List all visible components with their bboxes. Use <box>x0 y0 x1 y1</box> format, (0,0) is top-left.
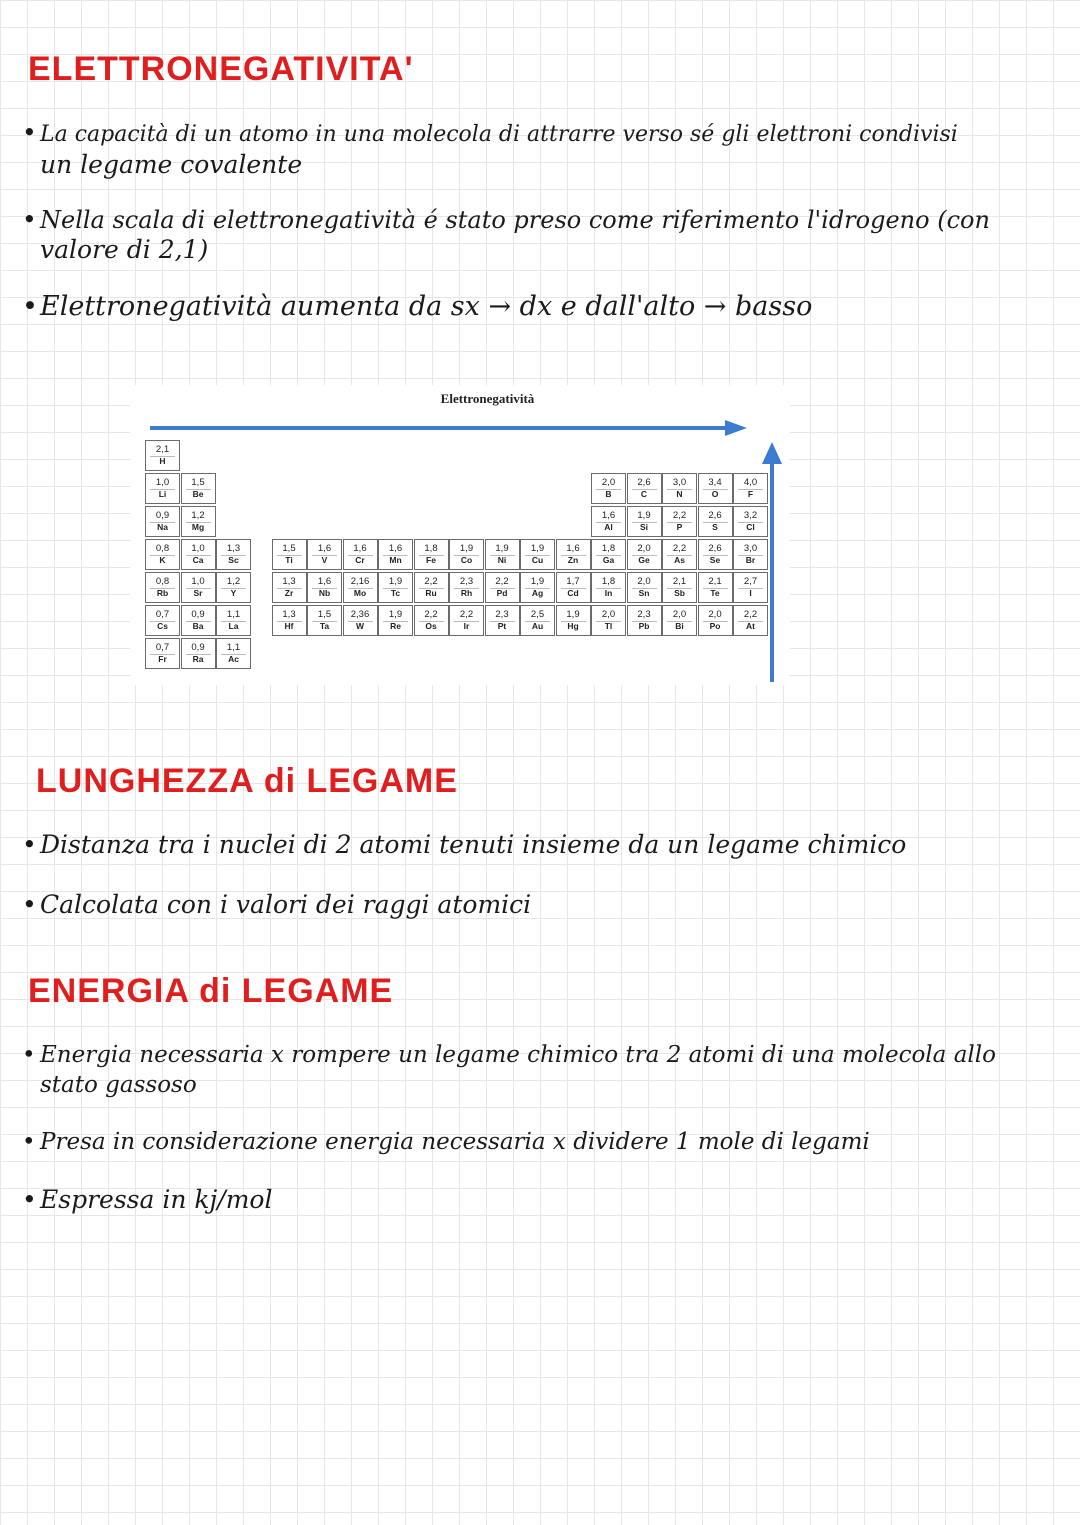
element-symbol: Cd <box>567 588 579 598</box>
element-symbol: Mn <box>389 555 402 565</box>
element-value: 1,0 <box>191 576 205 587</box>
bullet-energia-2: • Presa in considerazione energia necessaria x dividere 1 mole di legami <box>22 1129 870 1155</box>
element-cell-pb <box>627 605 662 636</box>
element-cell-na <box>145 506 180 537</box>
bullet-electro-2-line2: valore di 2,1) <box>40 235 209 264</box>
element-value: 4,0 <box>743 477 758 488</box>
element-cell-cl <box>733 506 768 537</box>
element-value: 2,6 <box>708 543 722 554</box>
element-cell-rh <box>449 572 484 603</box>
element-value: 2,1 <box>708 576 722 587</box>
element-symbol: V <box>321 555 328 565</box>
element-cell-ir <box>449 605 484 636</box>
bullet-energia-3-line1: Espressa in kj/mol <box>40 1185 273 1214</box>
element-symbol: Ga <box>602 555 615 565</box>
element-cell-au <box>520 605 555 636</box>
element-cell-sc <box>216 539 251 570</box>
element-value: 1,6 <box>601 510 616 521</box>
element-value: 1,6 <box>353 543 367 554</box>
element-value: 2,0 <box>601 609 616 620</box>
element-symbol: B <box>605 489 612 499</box>
element-symbol: Ag <box>531 588 544 598</box>
bullet-energia-1-line2: stato gassoso <box>40 1072 197 1098</box>
title-energia-legame: ENERGIA di LEGAME <box>28 972 394 1010</box>
element-value: 1,6 <box>317 543 332 554</box>
element-symbol: As <box>674 555 685 565</box>
element-cell-mn <box>378 539 413 570</box>
element-symbol: Ac <box>228 654 239 664</box>
bullet-electro-3-line1: Elettronegatività aumenta da sx → dx e dall'alto → basso <box>40 291 813 322</box>
element-symbol: F <box>747 489 754 499</box>
element-value: 2,2 <box>672 510 687 521</box>
element-value: 2,2 <box>495 576 509 587</box>
element-cell-br <box>733 539 768 570</box>
title-lunghezza-legame: LUNGHEZZA di LEGAME <box>36 762 458 800</box>
element-symbol: Ge <box>638 555 650 565</box>
element-value: 2,0 <box>637 576 651 587</box>
element-value: 3,0 <box>672 477 687 488</box>
element-value: 1,1 <box>226 642 241 653</box>
element-value: 0,9 <box>191 642 205 653</box>
bullet-electro-3: •Elettronegatività aumenta da sx → dx e dall'alto → basso <box>22 291 813 322</box>
element-cell-rb <box>145 572 180 603</box>
element-value: 1,9 <box>566 609 580 620</box>
element-symbol: Y <box>230 588 237 598</box>
element-symbol: Bi <box>675 621 684 631</box>
element-symbol: Mo <box>353 588 367 598</box>
element-value: 2,2 <box>743 609 758 620</box>
element-value: 0,9 <box>191 609 205 620</box>
figure-title: Elettronegatività <box>440 391 535 406</box>
element-value: 1,6 <box>317 576 332 587</box>
element-symbol: Si <box>639 522 649 532</box>
element-value: 1,7 <box>566 576 580 587</box>
element-cell-pd <box>485 572 520 603</box>
element-symbol: Ca <box>192 555 204 565</box>
element-symbol: Pb <box>638 621 650 631</box>
element-cell-o <box>698 473 733 504</box>
element-value: 0,8 <box>155 543 170 554</box>
element-value: 3,2 <box>743 510 758 521</box>
element-value: 1,9 <box>495 543 509 554</box>
element-value: 2,0 <box>601 477 616 488</box>
element-value: 1,9 <box>530 576 545 587</box>
element-value: 2,3 <box>637 609 651 620</box>
element-symbol: Nb <box>318 588 331 598</box>
element-symbol: Re <box>390 621 401 631</box>
element-cell-zr <box>272 572 307 603</box>
element-value: 1,5 <box>317 609 332 620</box>
bullet-energia-2-line1: Presa in considerazione energia necessaria x dividere 1 mole di legami <box>40 1129 870 1155</box>
bullet-energia-3: • Espressa in kj/mol <box>22 1185 273 1214</box>
element-symbol: Be <box>192 489 204 499</box>
element-symbol: Rb <box>156 588 169 598</box>
element-value: 2,2 <box>424 576 438 587</box>
element-cell-mg <box>181 506 216 537</box>
element-cell-cu <box>520 539 555 570</box>
element-value: 2,1 <box>672 576 687 587</box>
element-cell-bi <box>662 605 697 636</box>
element-cell-ga <box>591 539 626 570</box>
element-cell-al <box>591 506 626 537</box>
element-symbol: At <box>746 621 755 631</box>
element-cell-v <box>307 539 342 570</box>
element-cell-y <box>216 572 251 603</box>
element-value: 1,9 <box>459 543 474 554</box>
element-cell-i <box>733 572 768 603</box>
element-symbol: Te <box>710 588 720 598</box>
element-value: 2,6 <box>637 477 651 488</box>
element-symbol: H <box>159 456 166 466</box>
element-value: 1,2 <box>191 510 205 521</box>
element-symbol: Li <box>158 489 167 499</box>
element-cell-po <box>698 605 733 636</box>
element-value: 2,2 <box>672 543 687 554</box>
element-symbol: Ni <box>497 555 507 565</box>
horizontal-arrow-icon <box>150 418 750 438</box>
element-value: 1,8 <box>601 576 616 587</box>
element-value: 2,36 <box>350 609 370 620</box>
element-cell-p <box>662 506 697 537</box>
element-value: 2,2 <box>424 609 438 620</box>
element-symbol: Sb <box>674 588 685 598</box>
element-cell-ra <box>181 638 216 669</box>
element-cell-s <box>698 506 733 537</box>
element-cell-be <box>181 473 216 504</box>
element-cell-tc <box>378 572 413 603</box>
element-symbol: Cr <box>355 555 365 565</box>
title-elettronegativita: ELETTRONEGATIVITA' <box>28 50 414 88</box>
element-cell-hg <box>556 605 591 636</box>
element-symbol: Br <box>745 555 756 565</box>
element-value: 0,9 <box>155 510 170 521</box>
element-value: 2,5 <box>530 609 545 620</box>
element-cell-ge <box>627 539 662 570</box>
element-symbol: Na <box>157 522 168 532</box>
element-value: 1,6 <box>566 543 580 554</box>
element-symbol: C <box>640 489 648 499</box>
element-value: 2,0 <box>672 609 687 620</box>
element-symbol: La <box>228 621 239 631</box>
element-cell-se <box>698 539 733 570</box>
element-cell-cr <box>343 539 378 570</box>
element-cell-co <box>449 539 484 570</box>
element-cell-h <box>145 440 180 471</box>
element-symbol: N <box>676 489 683 499</box>
element-value: 1,1 <box>226 609 241 620</box>
element-symbol: Ru <box>425 588 437 598</box>
element-value: 2,0 <box>708 609 722 620</box>
element-cell-ti <box>272 539 307 570</box>
element-cell-ag <box>520 572 555 603</box>
element-value: 3,4 <box>708 477 722 488</box>
element-cell-ba <box>181 605 216 636</box>
element-cell-f <box>733 473 768 504</box>
element-symbol: Hg <box>567 621 579 631</box>
element-value: 1,3 <box>282 576 296 587</box>
element-cell-cs <box>145 605 180 636</box>
bullet-electro-1-line2: un legame covalente <box>40 150 303 179</box>
element-symbol: Zr <box>284 588 294 598</box>
element-cell-zn <box>556 539 591 570</box>
element-value: 2,3 <box>495 609 509 620</box>
element-symbol: Fe <box>426 555 436 565</box>
element-cell-b <box>591 473 626 504</box>
element-value: 1,8 <box>601 543 616 554</box>
element-cell-in <box>591 572 626 603</box>
bullet-energia-1: • Energia necessaria x rompere un legame chimico tra 2 atomi di una molecola allo stato gassoso <box>22 1042 996 1098</box>
element-symbol: Fr <box>158 654 167 664</box>
element-cell-cd <box>556 572 591 603</box>
element-symbol: Os <box>425 621 437 631</box>
bullet-electro-1-line1: La capacità di un atomo in una molecola di attrarre verso sé gli elettroni condivisi <box>40 122 958 147</box>
element-cell-si <box>627 506 662 537</box>
element-value: 1,9 <box>637 510 651 521</box>
element-cell-sn <box>627 572 662 603</box>
element-value: 3,0 <box>743 543 758 554</box>
element-symbol: Co <box>460 555 473 565</box>
element-value: 2,7 <box>743 576 758 587</box>
element-value: 1,9 <box>388 609 403 620</box>
element-symbol: Pt <box>497 621 507 631</box>
element-value: 1,9 <box>530 543 545 554</box>
element-cell-at <box>733 605 768 636</box>
element-symbol: K <box>159 555 166 565</box>
bullet-energia-1-line1: Energia necessaria x rompere un legame chimico tra 2 atomi di una molecola allo <box>40 1042 996 1068</box>
bullet-lunghezza-2: • Calcolata con i valori dei raggi atomici <box>22 890 532 919</box>
element-value: 2,16 <box>350 576 370 587</box>
element-symbol: Cs <box>157 621 168 631</box>
element-cell-n <box>662 473 697 504</box>
element-value: 2,3 <box>459 576 474 587</box>
element-symbol: Po <box>709 621 721 631</box>
element-symbol: Mg <box>191 522 205 532</box>
bullet-lunghezza-1: • Distanza tra i nuclei di 2 atomi tenuti insieme da un legame chimico <box>22 830 907 859</box>
element-cell-sb <box>662 572 697 603</box>
element-symbol: Se <box>709 555 721 565</box>
element-symbol: Ba <box>192 621 204 631</box>
element-symbol: Au <box>531 621 544 631</box>
element-value: 0,8 <box>155 576 170 587</box>
element-symbol: Ra <box>192 654 204 664</box>
element-value: 2,1 <box>155 444 170 455</box>
element-cell-fe <box>414 539 449 570</box>
element-cell-tl <box>591 605 626 636</box>
element-cell-ta <box>307 605 342 636</box>
bullet-lunghezza-1-line1: Distanza tra i nuclei di 2 atomi tenuti insieme da un legame chimico <box>40 830 907 859</box>
element-cell-ru <box>414 572 449 603</box>
element-cell-fr <box>145 638 180 669</box>
element-value: 0,7 <box>155 642 170 653</box>
element-symbol: Tc <box>390 588 401 598</box>
element-cell-sr <box>181 572 216 603</box>
element-symbol: Ir <box>463 621 470 631</box>
element-symbol: Cu <box>531 555 544 565</box>
element-symbol: I <box>749 588 752 598</box>
element-value: 1,0 <box>191 543 205 554</box>
element-cell-te <box>698 572 733 603</box>
element-value: 2,2 <box>459 609 474 620</box>
element-symbol: Tl <box>604 621 613 631</box>
element-cell-os <box>414 605 449 636</box>
element-cell-hf <box>272 605 307 636</box>
element-symbol: Rh <box>460 588 473 598</box>
element-symbol: Cl <box>746 522 755 532</box>
bullet-electro-2: • Nella scala di elettronegatività é stato preso come riferimento l'idrogeno (con valore di 2,1) <box>22 205 990 264</box>
element-value: 1,0 <box>155 477 170 488</box>
element-value: 1,5 <box>191 477 205 488</box>
element-value: 1,9 <box>388 576 403 587</box>
element-value: 0,7 <box>155 609 170 620</box>
element-value: 1,3 <box>282 609 296 620</box>
element-value: 1,3 <box>226 543 241 554</box>
element-value: 1,5 <box>282 543 296 554</box>
element-symbol: Sn <box>638 588 650 598</box>
element-cell-ca <box>181 539 216 570</box>
element-cell-c <box>627 473 662 504</box>
element-cell-la <box>216 605 251 636</box>
bullet-electro-2-line1: Nella scala di elettronegatività é stato preso come riferimento l'idrogeno (con <box>40 206 990 234</box>
element-symbol: W <box>355 621 365 631</box>
element-symbol: Ti <box>285 555 293 565</box>
element-symbol: Al <box>604 522 613 532</box>
element-cell-mo <box>343 572 378 603</box>
element-symbol: O <box>711 489 719 499</box>
element-cell-w <box>343 605 378 636</box>
element-symbol: Sr <box>193 588 203 598</box>
element-cell-nb <box>307 572 342 603</box>
element-symbol: Zn <box>567 555 579 565</box>
element-cell-re <box>378 605 413 636</box>
element-symbol: Sc <box>228 555 239 565</box>
element-symbol: Hf <box>284 621 294 631</box>
element-cell-ni <box>485 539 520 570</box>
element-symbol: P <box>676 522 683 532</box>
bullet-lunghezza-2-line1: Calcolata con i valori dei raggi atomici <box>40 890 532 919</box>
element-cell-li <box>145 473 180 504</box>
element-cell-ac <box>216 638 251 669</box>
element-value: 1,2 <box>226 576 241 587</box>
element-value: 2,6 <box>708 510 722 521</box>
element-value: 1,6 <box>388 543 403 554</box>
element-value: 2,0 <box>637 543 651 554</box>
element-value: 1,8 <box>424 543 438 554</box>
element-symbol: In <box>604 588 613 598</box>
element-cell-k <box>145 539 180 570</box>
element-cell-pt <box>485 605 520 636</box>
element-symbol: Pd <box>496 588 508 598</box>
element-symbol: S <box>712 522 718 532</box>
element-symbol: Ta <box>319 621 330 631</box>
element-cell-as <box>662 539 697 570</box>
bullet-electro-1: • La capacità di un atomo in una molecola di attrarre verso sé gli elettroni condivisi un legame covalente <box>22 118 958 179</box>
